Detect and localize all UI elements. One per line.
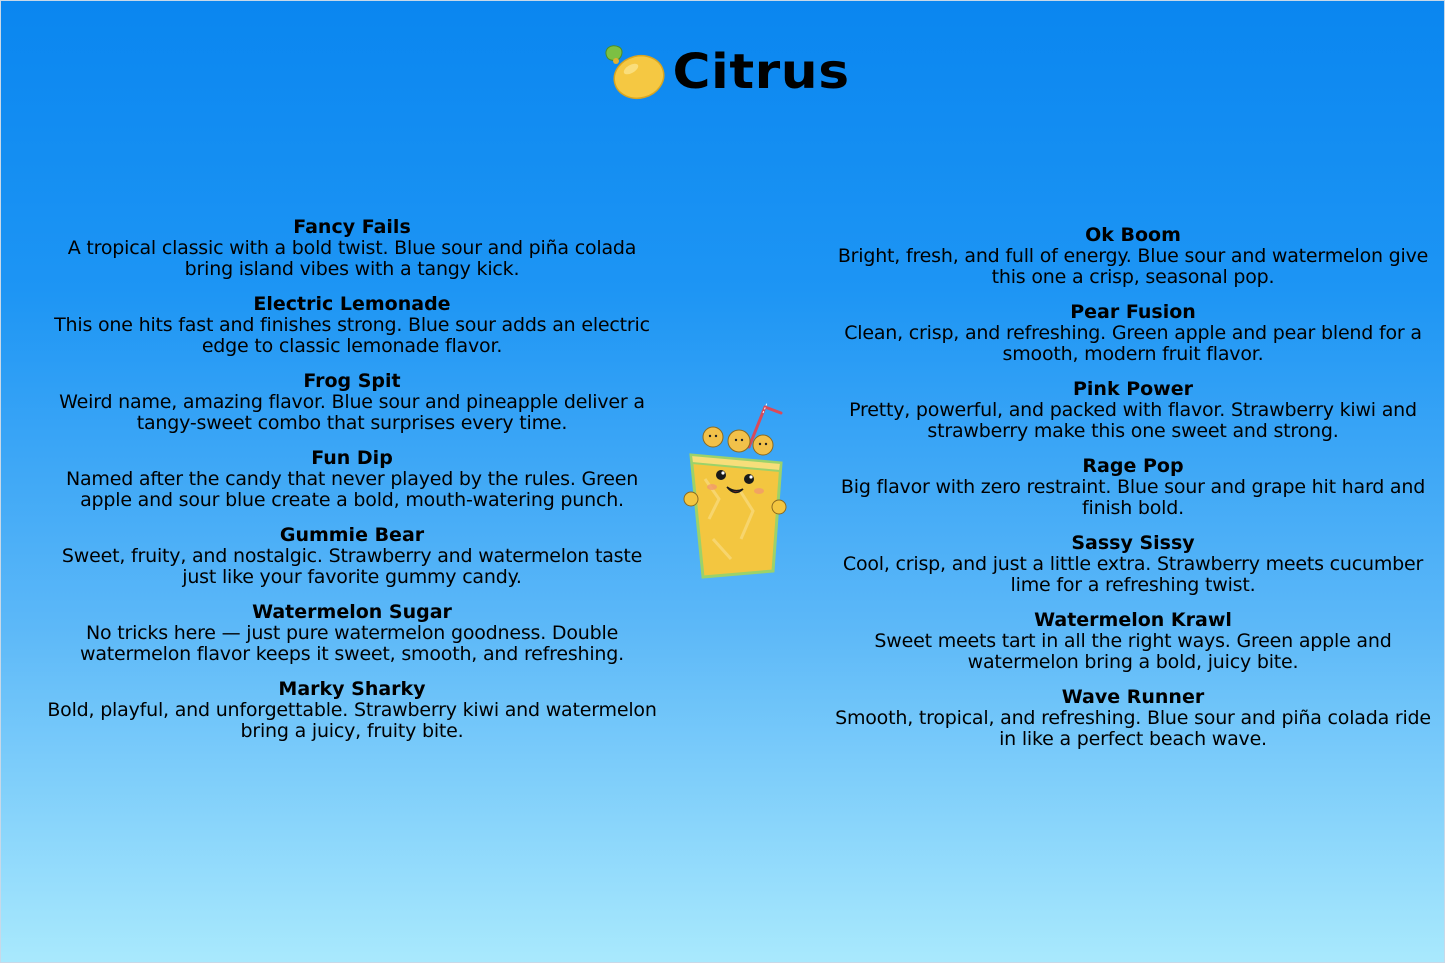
menu-item-name: Fun Dip [311, 447, 393, 469]
menu-item [47, 217, 657, 280]
menu-item-name: Electric Lemonade [253, 293, 451, 315]
menu-item-description: Big flavor with zero restraint. Blue sour and grape hit hard and finish bold. [840, 476, 1426, 519]
menu-item [828, 225, 1438, 288]
smiling-drink-cup-icon [679, 399, 789, 581]
page-title: Citrus [672, 44, 851, 100]
menu-item-name: Pear Fusion [1070, 301, 1196, 323]
menu-header [1, 41, 1444, 103]
menu-item [828, 302, 1438, 365]
menu-item-description: Weird name, amazing flavor. Blue sour and pineapple deliver a tangy-sweet combo that surprises every time. [59, 391, 645, 434]
menu-item [828, 610, 1438, 673]
menu-item [47, 448, 657, 511]
menu-item-description: No tricks here — just pure watermelon goodness. Double watermelon flavor keeps it sweet, smooth, and refreshing. [80, 622, 624, 665]
menu-item [47, 525, 657, 588]
menu-item-description: A tropical classic with a bold twist. Blue sour and piña colada bring island vibes with a tangy kick. [67, 237, 637, 280]
menu-item [47, 294, 657, 357]
left-menu-column [47, 217, 657, 756]
menu-item-name: Sassy Sissy [1071, 532, 1195, 554]
menu-item-description: Smooth, tropical, and refreshing. Blue sour and piña colada ride in like a perfect beach wave. [835, 707, 1431, 750]
menu-item-name: Rage Pop [1082, 455, 1184, 477]
menu-item-name: Fancy Fails [293, 216, 411, 238]
menu-item-description: Named after the candy that never played by the rules. Green apple and sour blue create a bold, mouth-watering punch. [65, 468, 639, 511]
right-menu-column [828, 225, 1438, 764]
menu-item-description: Clean, crisp, and refreshing. Green apple and pear blend for a smooth, modern fruit flavor. [844, 322, 1422, 365]
menu-item-name: Wave Runner [1061, 686, 1205, 708]
menu-item-description: Sweet meets tart in all the right ways. Green apple and watermelon bring a bold, juicy bite. [874, 630, 1392, 673]
menu-item-name: Marky Sharky [278, 678, 426, 700]
menu-item [828, 687, 1438, 750]
menu-item-description: Pretty, powerful, and packed with flavor. Strawberry kiwi and strawberry make this one sweet and strong. [849, 399, 1417, 442]
menu-item [828, 456, 1438, 519]
menu-item-name: Watermelon Krawl [1034, 609, 1232, 631]
menu-item [47, 679, 657, 742]
menu-item-description: Bold, playful, and unforgettable. Strawberry kiwi and watermelon bring a juicy, fruity bite. [47, 699, 657, 742]
menu-item [828, 533, 1438, 596]
menu-item [47, 371, 657, 434]
menu-item-name: Ok Boom [1085, 224, 1181, 246]
menu-item-name: Watermelon Sugar [252, 601, 452, 623]
menu-item [47, 602, 657, 665]
lemon-icon [601, 41, 667, 103]
menu-item-description: This one hits fast and finishes strong. Blue sour adds an electric edge to classic lemonade flavor. [54, 314, 650, 357]
menu-item-description: Cool, crisp, and just a little extra. Strawberry meets cucumber lime for a refreshing twist. [842, 553, 1424, 596]
menu-item-description: Sweet, fruity, and nostalgic. Strawberry and watermelon taste just like your favorite gummy candy. [61, 545, 643, 588]
menu-item-name: Pink Power [1072, 378, 1193, 400]
menu-item-name: Gummie Bear [279, 524, 425, 546]
menu-item-description: Bright, fresh, and full of energy. Blue sour and watermelon give this one a crisp, seasonal pop. [837, 245, 1429, 288]
menu-item-name: Frog Spit [303, 370, 401, 392]
menu-item [828, 379, 1438, 442]
